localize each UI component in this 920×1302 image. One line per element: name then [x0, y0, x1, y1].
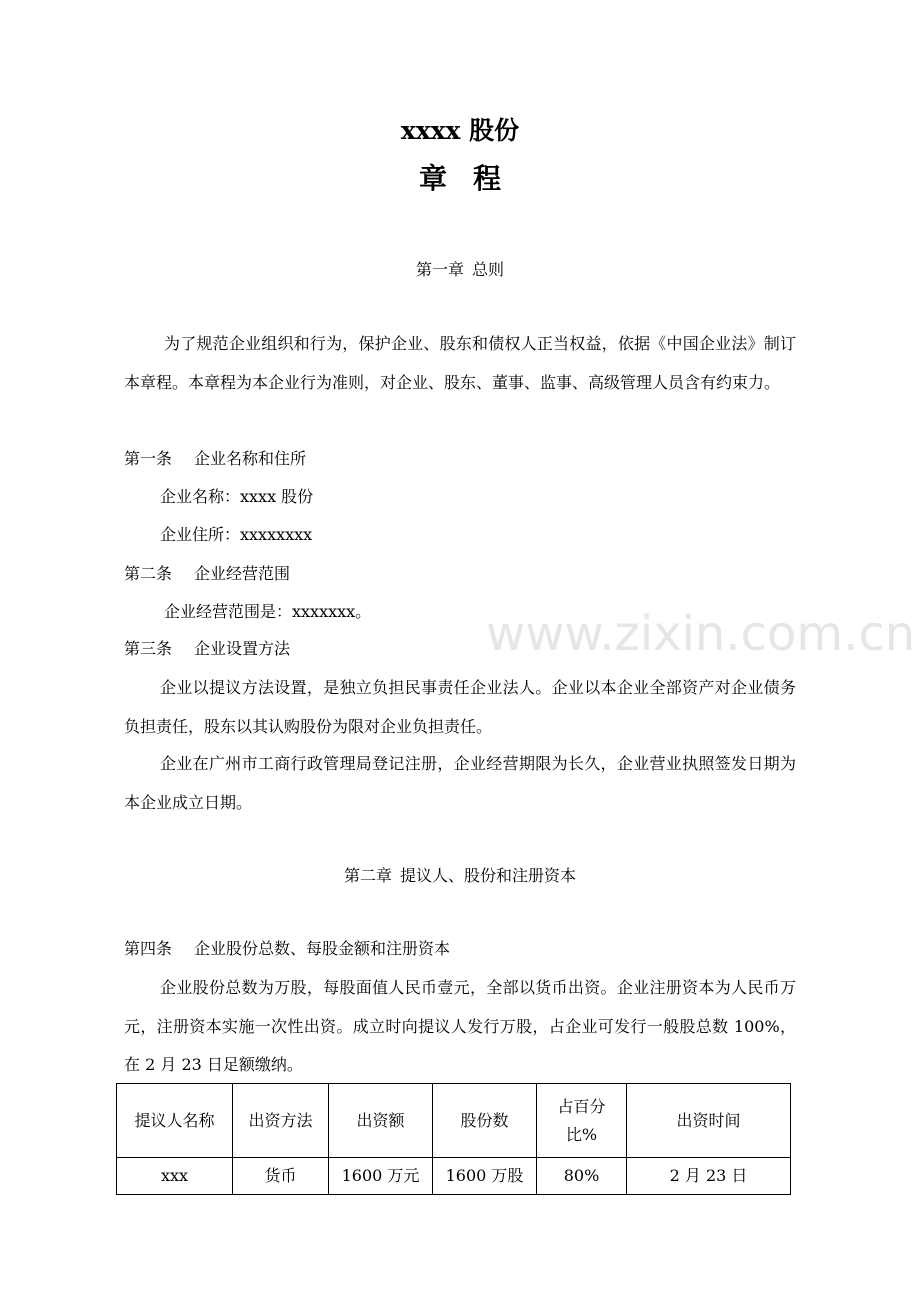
document-subtitle [0, 160, 920, 198]
chapter-1-name: 总则 [472, 260, 505, 279]
table-cell: 2 月 23 日 [627, 1158, 791, 1195]
company-address-line: 企业住所：xxxxxxxx [160, 525, 313, 544]
chapter-2-heading [0, 864, 920, 888]
table-header-cell: 提议人名称 [117, 1084, 233, 1158]
article-3-paragraph-1: 企业以提议方法设置，是独立负担民事责任企业法人。企业以本企业全部资产对企业债务负担责任，股东以其认购股份为限对企业负担责任。 [124, 678, 796, 736]
article-2-heading [124, 562, 290, 586]
article-3-title: 企业设置方法 [194, 639, 291, 658]
table-cell: 1600 万元 [329, 1158, 433, 1195]
article-1-title: 企业名称和住所 [194, 449, 307, 468]
table-header-cell: 出资额 [329, 1084, 433, 1158]
article-1-heading [124, 447, 306, 471]
table-cell: 80% [537, 1158, 627, 1195]
chapter-1-heading [0, 258, 920, 282]
article-4-paragraph-1: 企业股份总数为万股，每股面值人民币壹元，全部以货币出资。企业注册资本为人民币万元，注册资本实施一次性出资。成立时向提议人发行万股，占企业可发行一般股总数 100%，在 2 月 23 日足额缴纳。 [124, 978, 796, 1074]
article-4-title: 企业股份总数、每股金额和注册资本 [194, 939, 451, 958]
subtitle-char-2: 程 [473, 162, 502, 195]
table-header-row [117, 1084, 791, 1158]
subtitle-char-1: 章 [418, 162, 447, 195]
company-name-line: 企业名称：xxxx 股份 [160, 487, 314, 506]
chapter-1-intro: 为了规范企业组织和行为，保护企业、股东和债权人正当权益，依据《中国企业法》制订本章程。本章程为本企业行为准则，对企业、股东、董事、监事、高级管理人员含有约束力。 [124, 334, 796, 392]
table-row [117, 1158, 791, 1195]
article-2-label: 第二条 [124, 564, 173, 583]
watermark: www.zixin.com.cn [486, 606, 916, 662]
article-3-label: 第三条 [124, 639, 173, 658]
table-header-cell: 股份数 [433, 1084, 537, 1158]
document-title: xxxx 股份 [400, 116, 520, 145]
contribution-table [116, 1083, 791, 1195]
chapter-2-label: 第二章 [343, 866, 392, 885]
article-2-title: 企业经营范围 [194, 564, 291, 583]
article-1-label: 第一条 [124, 449, 173, 468]
table-header-cell: 占百分比% [537, 1084, 627, 1158]
table-cell: 1600 万股 [433, 1158, 537, 1195]
article-3-paragraph-2: 企业在广州市工商行政管理局登记注册，企业经营期限为长久，企业营业执照签发日期为本企业成立日期。 [124, 754, 796, 812]
article-4-label: 第四条 [124, 939, 173, 958]
chapter-2-name: 提议人、股份和注册资本 [400, 866, 577, 885]
article-3-heading [124, 637, 290, 661]
table-header-cell: 出资时间 [627, 1084, 791, 1158]
table-cell: xxx [117, 1158, 233, 1195]
table-cell: 货币 [233, 1158, 329, 1195]
table-header-cell: 出资方法 [233, 1084, 329, 1158]
business-scope-line: 企业经营范围是：xxxxxxx。 [164, 602, 372, 621]
chapter-1-label: 第一章 [415, 260, 464, 279]
article-4-heading [124, 937, 450, 961]
